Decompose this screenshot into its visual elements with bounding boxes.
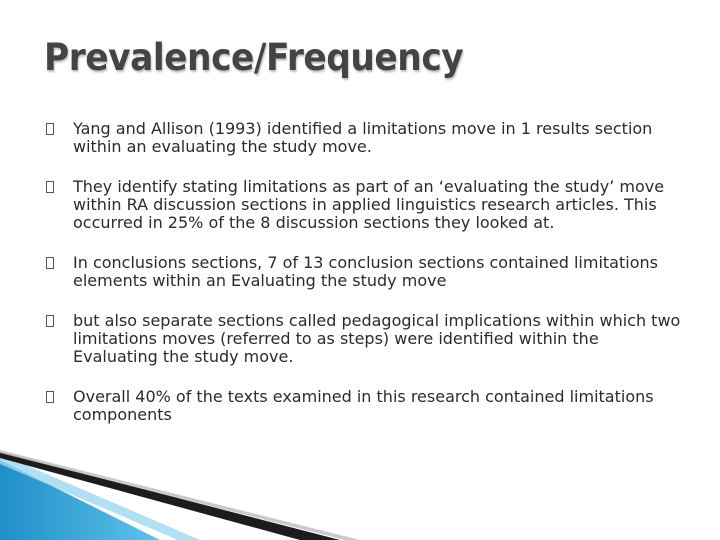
slide-title: Prevalence/Frequency [44,36,464,79]
bullet-text: In conclusions sections, 7 of 13 conclusion sections contained limitations elements within an Evaluating the study move [73,253,658,290]
list-item [46,120,686,156]
bullet-text: They identify stating limitations as part of an ‘evaluating the study’ move within RA discussion sections in applied linguistics research articles. This occurred in 25% of the 8 discussion sections they looked at. [73,177,665,232]
square-bullet-icon [46,391,54,403]
decorative-swoosh [0,440,720,540]
square-bullet-icon [46,315,54,327]
square-bullet-icon [46,181,54,193]
square-bullet-icon [46,257,54,269]
list-item [46,254,686,290]
bullet-text: but also separate sections called pedagogical implications within which two limitations moves (referred to as steps) were identified within the Evaluating the study move. [73,311,681,366]
list-item [46,312,686,366]
bullet-list [46,120,686,446]
square-bullet-icon [46,123,54,135]
list-item [46,178,686,232]
bullet-text: Yang and Allison (1993) identified a limitations move in 1 results section within an evaluating the study move. [73,119,653,156]
list-item [46,388,686,424]
bullet-text: Overall 40% of the texts examined in this research contained limitations components [73,387,654,424]
